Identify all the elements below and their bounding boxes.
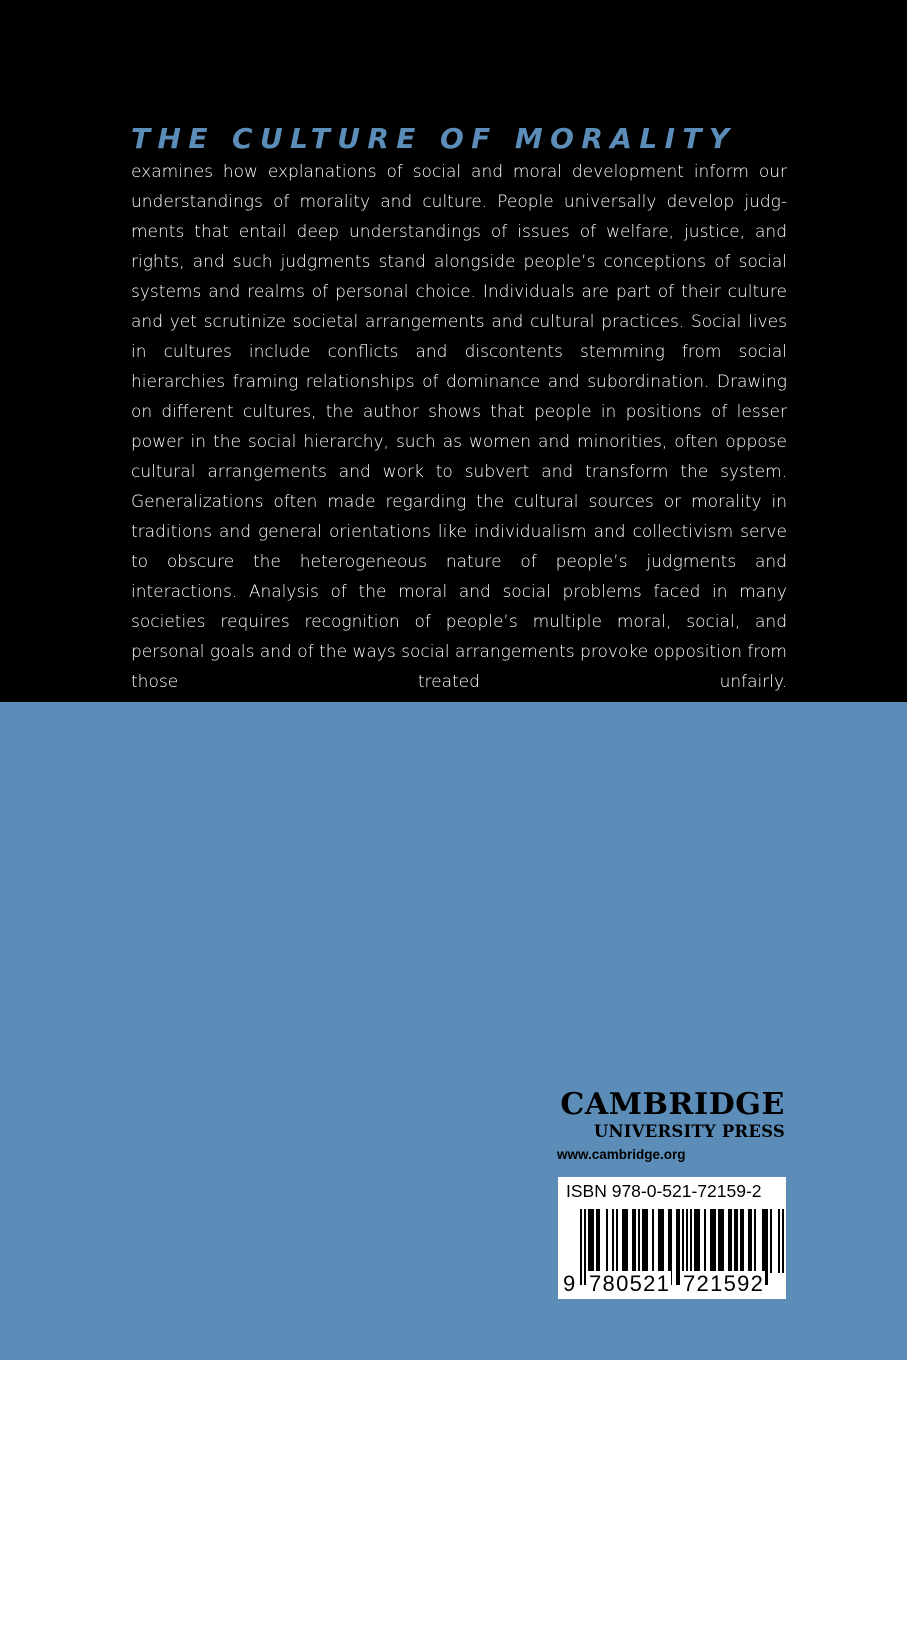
publisher-website: www.cambridge.org: [557, 1147, 686, 1162]
barcode-bar: [592, 1209, 594, 1273]
barcode-bar: [704, 1209, 706, 1273]
isbn-label: ISBN 978-0-521-72159-2: [566, 1181, 762, 1201]
barcode-bar: [718, 1209, 720, 1273]
barcode-bar: [694, 1209, 696, 1273]
barcode-bar: [626, 1209, 628, 1273]
publisher-name: CAMBRIDGE: [560, 1087, 785, 1122]
barcode-right-digits: 721592: [683, 1271, 765, 1296]
barcode-bar: [736, 1209, 738, 1273]
barcode-bar: [712, 1209, 714, 1273]
barcode-bar: [714, 1209, 716, 1273]
barcode-bar: [730, 1209, 732, 1273]
bio-text-part-3: , and: [214, 1607, 263, 1627]
book-reference-culture-thought: Culture,Thought and Development.: [262, 1607, 564, 1627]
barcode-bar: [660, 1209, 662, 1273]
barcode-bar: [612, 1209, 614, 1273]
bio-text-part-2: (Cambridge) and editor or co-editor of: [131, 1548, 754, 1598]
barcode-bar: [762, 1209, 764, 1273]
barcode-bar: [596, 1209, 598, 1273]
book-reference-values-knowledge: Values and Knowledge, Development and Cultural Exchange: [131, 1577, 778, 1627]
barcode-bar: [748, 1209, 750, 1273]
barcode-bar: [696, 1209, 698, 1273]
barcode-bar: [662, 1209, 664, 1273]
barcode-bar: [590, 1209, 592, 1273]
barcode-left-digits: 780521: [589, 1271, 671, 1296]
barcode-bar: [634, 1209, 636, 1273]
barcode-bar: [698, 1209, 700, 1273]
barcode-bar: [658, 1209, 660, 1273]
barcode-bar: [646, 1209, 648, 1273]
barcode-bar: [720, 1209, 722, 1273]
barcode-digits: [558, 1271, 786, 1297]
barcode-bar: [754, 1209, 756, 1273]
barcode-bar: [616, 1209, 618, 1273]
barcode-bar: [728, 1209, 730, 1273]
barcode-bar: [782, 1209, 784, 1273]
barcode-bar: [632, 1209, 634, 1273]
barcode-bar: [606, 1209, 608, 1273]
barcode-bar: [770, 1209, 772, 1273]
publisher-subtitle: UNIVERSITY PRESS: [593, 1122, 785, 1141]
barcode-bar: [682, 1209, 684, 1273]
barcode-bar: [742, 1209, 744, 1273]
barcode-bar: [722, 1209, 724, 1273]
barcode-bar: [588, 1209, 590, 1273]
barcode-bar: [642, 1209, 644, 1273]
barcode-bar: [622, 1209, 624, 1273]
barcode-bar: [734, 1209, 736, 1273]
book-title: THE CULTURE OF MORALITY: [131, 122, 737, 155]
isbn-barcode-box: [558, 1177, 786, 1299]
barcode-bar: [598, 1209, 600, 1273]
barcode-bar: [652, 1209, 654, 1273]
book-reference-social-knowledge: The Development of Social Knowledge: Morality and Convention: [131, 1518, 760, 1568]
back-cover-top-panel: [0, 0, 907, 702]
barcode-bar: [710, 1209, 712, 1273]
author-name: ELLIOT TURIEL: [131, 1429, 350, 1450]
bio-text-part-1: is Chancellor’s Professor of the School of Education in the Department of Psychology at the University of California, Berkeley. He served as Associate Dean for Academic Affairs (1994–1999) and Acting Dean of the Graduate School of Education. He is author of: [131, 1430, 761, 1539]
barcode-bar: [740, 1209, 742, 1273]
barcode-bar: [638, 1209, 640, 1273]
author-bio: [131, 1425, 785, 1633]
barcode-bar: [668, 1209, 670, 1273]
barcode-bar: [778, 1209, 780, 1273]
barcode-first-digit: 9: [563, 1271, 576, 1296]
barcode-bar: [644, 1209, 646, 1273]
barcode-bar: [690, 1209, 692, 1273]
book-description: examines how explanations of social and moral development inform our understandings of morality and culture. People universally develop judgments that entail deep understandings of issues of welfare, justice, and rights, and such judgments stand alongside people’s conceptions of social systems and realms of personal choice. Individuals are part of their culture and yet scrutinize societal arrangements and cultural practices. Social lives in cultures include conflicts and discontents stemming from social hierarchies framing relationships of dominance and subordination. Drawing on different cultures, the author shows that people in positions of lesser power in the social hierarchy, such as women and minorities, often oppose cultural arrangements and work to subvert and transform the system. Generalizations often made regarding the cultural sources or morality in traditions and general orientations like individualism and collectivism serve to obscure the heterogeneous nature of people’s judgments and interactions. Analysis of the moral and social problems faced in many societies requires recognition of people’s multiple moral, social, and personal goals and of the ways social arrangements provoke opposition from those treated unfairly.: [131, 162, 787, 692]
publisher-logo: [557, 1088, 785, 1166]
barcode-bar: [624, 1209, 626, 1273]
barcode-bar: [750, 1209, 752, 1273]
barcode-bar: [686, 1209, 688, 1273]
